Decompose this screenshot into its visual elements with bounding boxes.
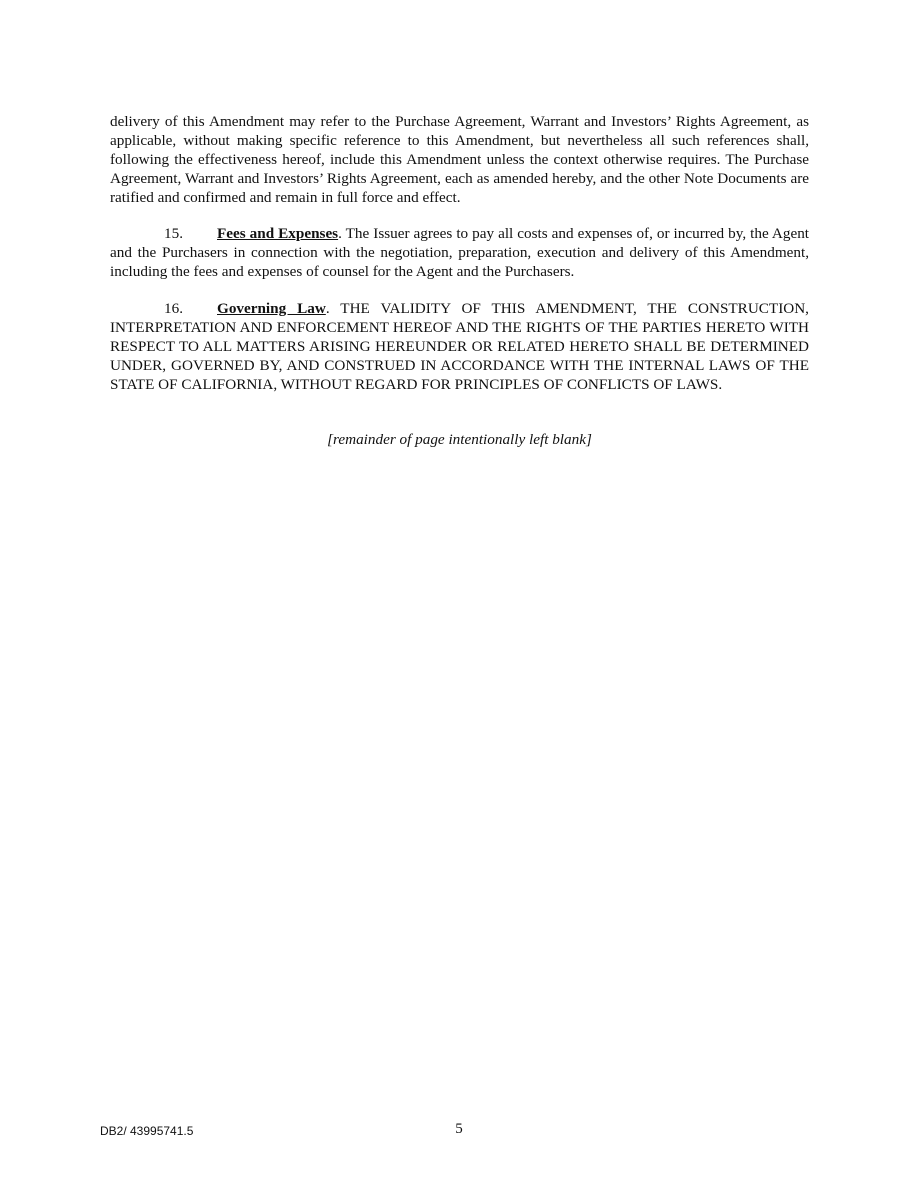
document-id: DB2/ 43995741.5 <box>100 1124 194 1138</box>
page-number: 5 <box>455 1121 463 1137</box>
section-15 <box>110 224 809 281</box>
section-text: The Issuer agrees to pay all costs and expenses of, or incurred by, the Agent and the Purchasers in connection with the negotiation, preparation, execution and delivery of this Amendment, including the fees and expenses of counsel for the Agent and the Purchasers. <box>110 225 810 280</box>
heading-suffix: . <box>338 225 342 242</box>
section-heading: Fees and Expenses <box>217 225 339 242</box>
heading-suffix: . <box>325 300 330 317</box>
section-heading: Governing Law <box>217 300 326 317</box>
section-number: 15. <box>164 225 183 242</box>
section-number: 16. <box>164 300 183 317</box>
blank-page-note: [remainder of page intentionally left blank] <box>327 431 592 448</box>
section-text: THE VALIDITY OF THIS AMENDMENT, THE CONSTRUCTION, INTERPRETATION AND ENFORCEMENT HEREOF AND THE RIGHTS OF THE PARTIES HERETO WITH RESPECT TO ALL MATTERS ARISING HEREUNDER OR RELATED HERETO SHALL BE DETERMINED UNDER, GOVERNED BY, AND CONSTRUED IN ACCORDANCE WITH THE INTERNAL LAWS OF THE STATE OF CALIFORNIA, WITHOUT REGARD FOR PRINCIPLES OF CONFLICTS OF LAWS. <box>110 300 809 393</box>
section-16 <box>110 299 809 394</box>
paragraph-continued: delivery of this Amendment may refer to the Purchase Agreement, Warrant and Investors’ Rights Agreement, as applicable, without making specific reference to this Amendment, but nevertheless all such references shall, following the effectiveness hereof, include this Amendment unless the context otherwise requires. The Purchase Agreement, Warrant and Investors’ Rights Agreement, each as amended hereby, and the other Note Documents are ratified and confirmed and remain in full force and effect. <box>110 113 809 206</box>
